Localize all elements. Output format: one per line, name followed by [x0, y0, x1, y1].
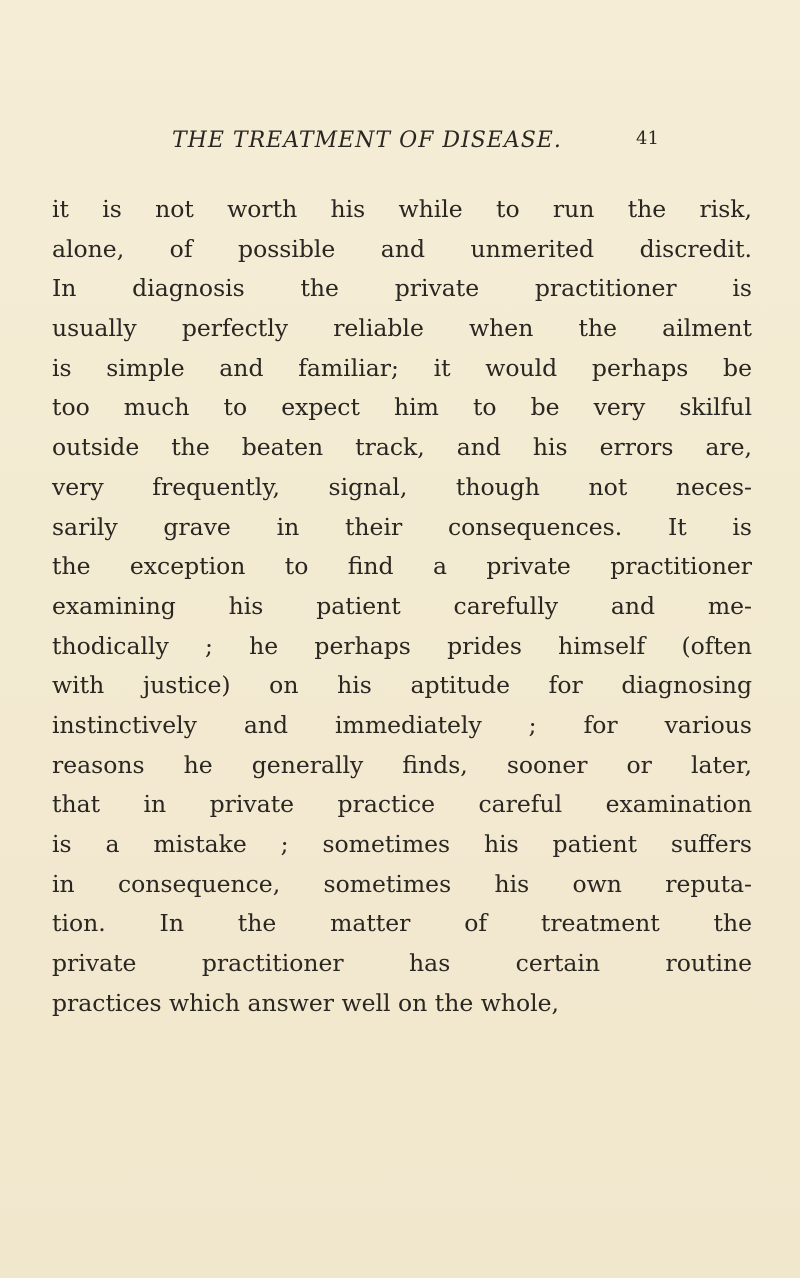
- text-line: that in private practice careful examination: [52, 790, 752, 819]
- text-line: tion. In the matter of treatment the: [52, 909, 752, 938]
- text-line: reasons he generally finds, sooner or later,: [52, 750, 752, 779]
- text-line: practices which answer well on the whole,: [52, 988, 559, 1017]
- text-line: very frequently, signal, though not neces-: [52, 472, 752, 501]
- text-line: usually perfectly reliable when the ailment: [52, 314, 752, 343]
- text-line: alone, of possible and unmerited discredit.: [52, 234, 752, 263]
- text-line: too much to expect him to be very skilful: [52, 393, 752, 422]
- running-title: THE TREATMENT OF DISEASE.: [172, 128, 562, 153]
- text-line: private practitioner has certain routine: [52, 949, 752, 978]
- body-text: [52, 190, 752, 1023]
- text-line: sarily grave in their consequences. It is: [52, 512, 752, 541]
- text-line: the exception to find a private practitioner: [52, 552, 752, 581]
- text-line: In diagnosis the private practitioner is: [52, 274, 752, 303]
- text-line: with justice) on his aptitude for diagnosing: [52, 671, 752, 700]
- text-line: in consequence, sometimes his own reputa-: [52, 869, 752, 898]
- text-line: instinctively and immediately ; for various: [52, 710, 752, 739]
- text-line: it is not worth his while to run the risk,: [52, 195, 752, 223]
- text-line: examining his patient carefully and me-: [52, 591, 752, 620]
- page-number: 41: [636, 128, 659, 149]
- text-line: thodically ; he perhaps prides himself (often: [52, 631, 752, 660]
- text-line: outside the beaten track, and his errors are,: [52, 433, 752, 462]
- text-line: is simple and familiar; it would perhaps be: [52, 353, 752, 382]
- text-line: is a mistake ; sometimes his patient suffers: [52, 830, 752, 858]
